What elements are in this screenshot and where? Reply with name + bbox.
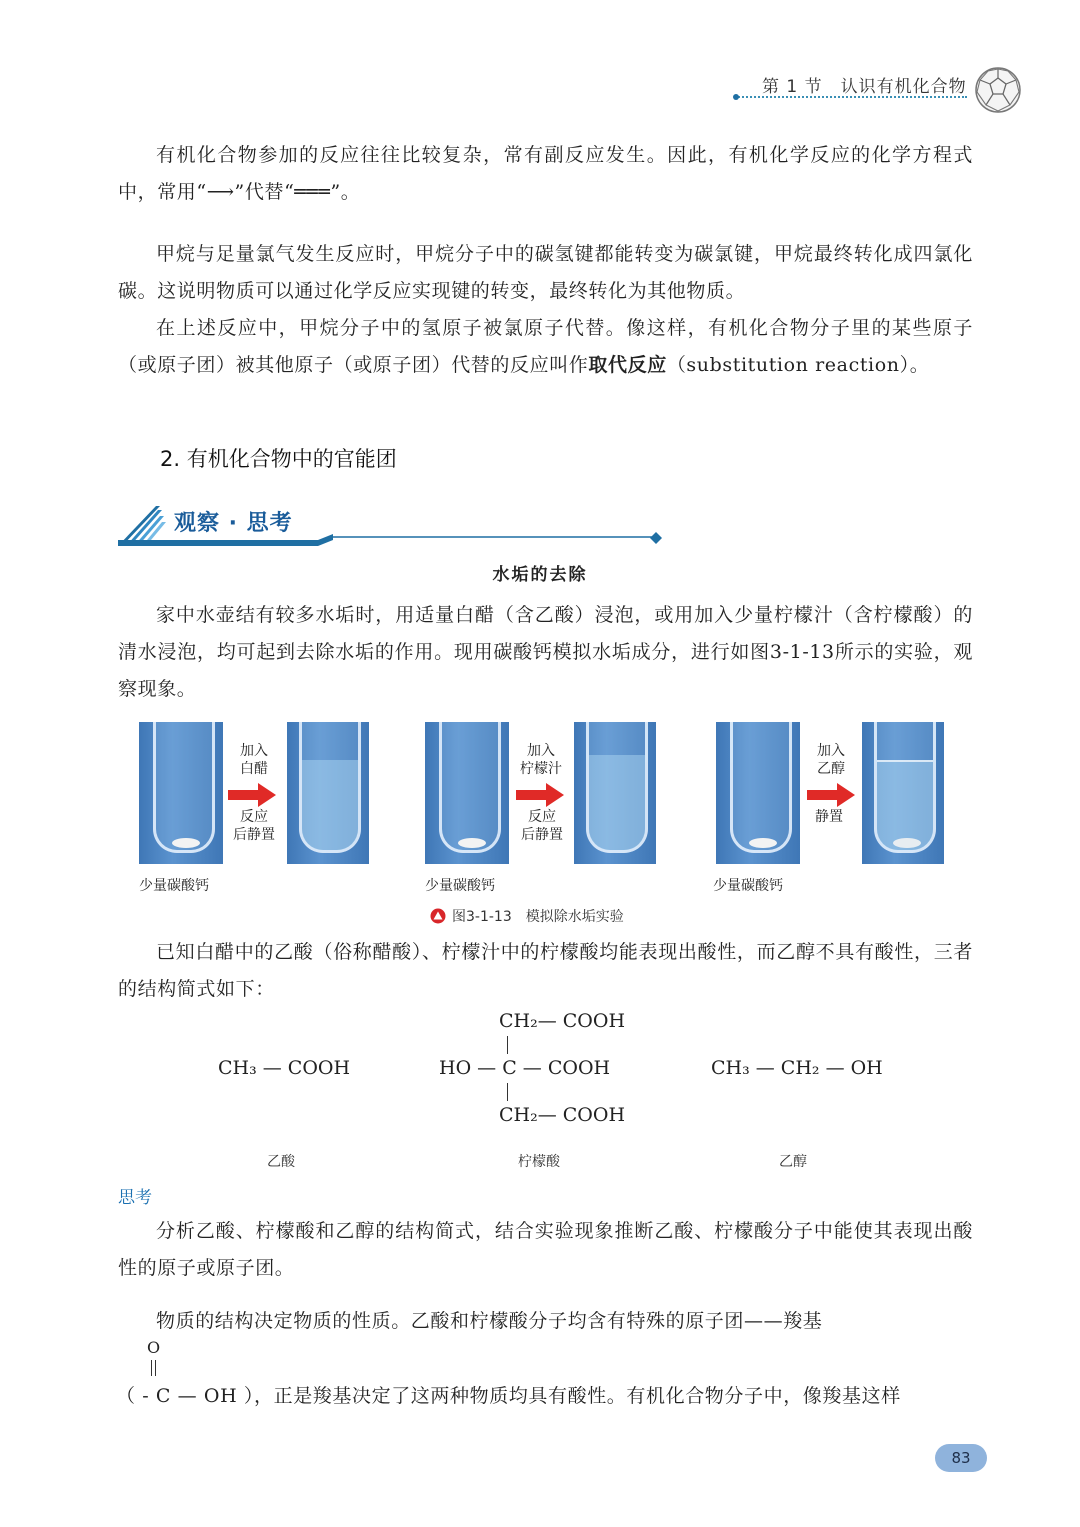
after-reaction-label: 反应 后静置	[521, 809, 563, 843]
test-tube-photo-before	[716, 722, 800, 864]
test-tube-photo-before	[425, 722, 509, 864]
after-reaction-label: 反应 后静置	[233, 809, 275, 843]
acetic-acid-name: 乙酸	[267, 1154, 295, 1170]
page-number: 83	[935, 1444, 987, 1472]
section-heading: 2. 有机化合物中的官能团	[160, 447, 397, 471]
carbonyl-oxygen: O	[147, 1338, 161, 1357]
header-line-dot	[733, 94, 739, 100]
citric-bond-line	[507, 1083, 508, 1101]
think-question: 分析乙酸、柠檬酸和乙醇的结构简式，结合实验现象推断乙酸、柠檬酸分子中能使其表现出酸性的原子或原子团。	[118, 1220, 973, 1279]
test-tube-photo-after	[862, 722, 944, 864]
acetic-acid-formula: CH₃ — COOH	[218, 1057, 351, 1079]
header-dotted-line	[735, 96, 967, 98]
ethanol-name: 乙醇	[779, 1154, 807, 1170]
standing-label: 静置	[815, 809, 843, 825]
chapter-section-title: 第 1 节 认识有机化合物	[762, 77, 967, 97]
known-acids-paragraph: 已知白醋中的乙酸（俗称醋酸）、柠檬汁中的柠檬酸均能表现出酸性，而乙醇不具有酸性，三者的结构简式如下：	[118, 941, 973, 1000]
add-vinegar-label: 加入 白醋	[240, 743, 268, 777]
ethanol-formula: CH₃ — CH₂ — OH	[711, 1057, 883, 1079]
add-ethanol-label: 加入 乙醇	[817, 743, 845, 777]
fullerene-icon	[974, 66, 1022, 114]
citric-acid-formula-top: CH₂— COOH	[499, 1010, 626, 1032]
calcium-carbonate-label: 少量碳酸钙	[139, 878, 209, 894]
calcium-carbonate-powder	[172, 838, 200, 848]
paragraph-side-reactions: 有机化合物参加的反应往往比较复杂，常有副反应发生。因此，有机化学反应的化学方程式中，常用“⟶”代替“═══”。	[118, 144, 973, 203]
red-arrow-icon	[516, 783, 564, 807]
calcium-carbonate-powder	[458, 838, 486, 848]
citric-bond-line	[507, 1036, 508, 1054]
conclusion-line-1: 物质的结构决定物质的性质。乙酸和柠檬酸分子均含有特殊的原子团——羧基	[156, 1310, 823, 1332]
citric-acid-name: 柠檬酸	[518, 1154, 560, 1170]
observe-think-title: 观察 · 思考	[174, 511, 293, 536]
test-tube-photo-after	[287, 722, 369, 864]
red-arrow-icon	[228, 783, 276, 807]
citric-acid-formula-middle: HO — C — COOH	[439, 1057, 611, 1079]
paragraph-methane-chlorination: 甲烷与足量氯气发生反应时，甲烷分子中的碳氢键都能转变为碳氯键，甲烷最终转化成四氯化碳。这说明物质可以通过化学反应实现键的转变，最终转化为其他物质。 在上述反应中，甲烷分子中的氢原子被氯原子代替。像这样，有机化合物分子里的某些原子（或原子团）被其他原子（或原子团）代替的反应叫作取代反应（substitution reaction）。	[118, 236, 973, 384]
calcium-carbonate-label: 少量碳酸钙	[425, 878, 495, 894]
experiment-intro: 家中水壶结有较多水垢时，用适量白醋（含乙酸）浸泡，或用加入少量柠檬汁（含柠檬酸）的清水浸泡，均可起到去除水垢的作用。现用碳酸钙模拟水垢成分，进行如图3-1-13所示的实验，观察现象。	[118, 604, 973, 700]
test-tube-photo-before	[139, 722, 223, 864]
citric-acid-formula-bottom: CH₂— COOH	[499, 1104, 626, 1126]
caption-triangle-icon	[430, 908, 446, 924]
calcium-carbonate-label: 少量碳酸钙	[713, 878, 783, 894]
add-lemon-juice-label: 加入 柠檬汁	[520, 743, 562, 777]
conclusion-line-2: （ - C — OH ），正是羧基决定了这两种物质均具有酸性。有机化合物分子中，像羧基这样	[116, 1385, 901, 1407]
test-tube-photo-after	[574, 722, 656, 864]
carbonyl-double-bond	[151, 1360, 156, 1376]
calcium-carbonate-powder	[893, 838, 921, 848]
think-label: 思考	[118, 1188, 152, 1208]
figure-caption: 图3-1-13 模拟除水垢实验	[430, 906, 624, 926]
paragraph-substitution-definition: 在上述反应中，甲烷分子中的氢原子被氯原子代替。像这样，有机化合物分子里的某些原子（或原子团）被其他原子（或原子团）代替的反应叫作取代反应（substitution reaction）。	[118, 317, 973, 376]
term-substitution-reaction: 取代反应	[588, 354, 667, 376]
carboxyl-group: （ - C — OH ），	[116, 1385, 274, 1407]
red-arrow-icon	[807, 783, 855, 807]
experiment-title: 水垢的去除	[492, 565, 588, 585]
calcium-carbonate-powder	[749, 838, 777, 848]
